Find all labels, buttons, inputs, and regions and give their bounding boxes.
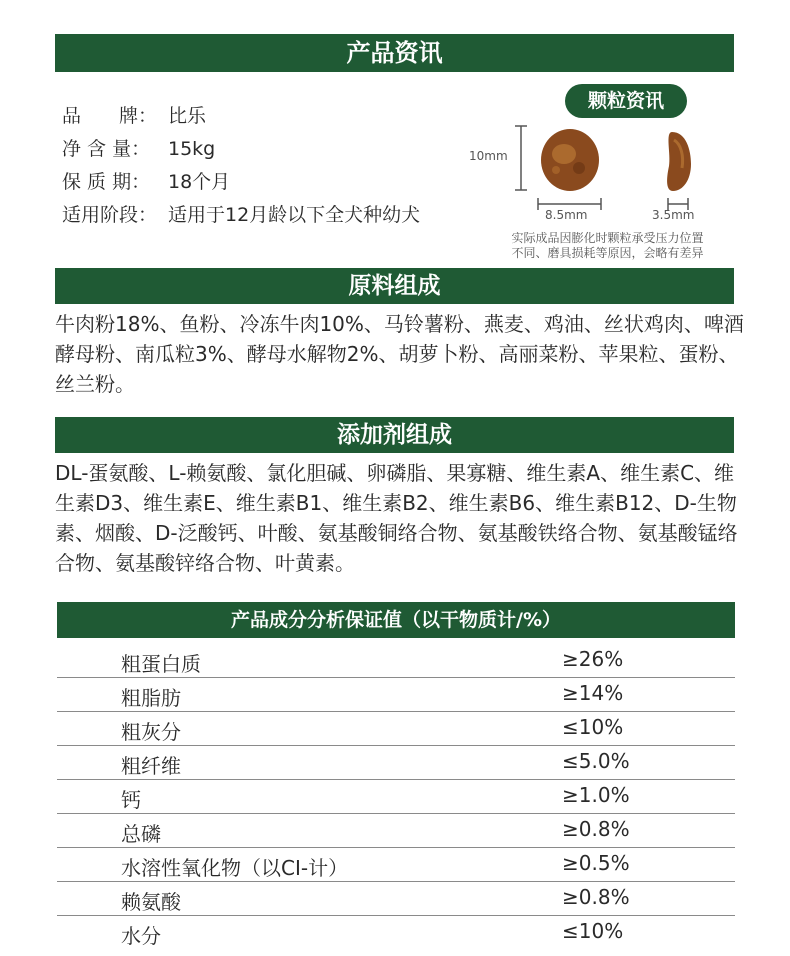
nutrient-value: ≤10%: [562, 919, 624, 943]
nutrient-value: ≤5.0%: [562, 749, 630, 773]
table-row: [57, 712, 735, 746]
table-row: [57, 882, 735, 916]
nutrient-value: ≥0.5%: [562, 851, 630, 875]
info-row-net-weight: [62, 133, 420, 166]
nutrient-name: 钙: [121, 788, 141, 812]
nutrient-value: ≥1.0%: [562, 783, 630, 807]
nutrient-value: ≥26%: [562, 647, 624, 671]
product-info-list: [62, 100, 420, 232]
info-row-brand: [62, 100, 420, 133]
table-row: [57, 746, 735, 780]
nutrient-value: ≤10%: [562, 715, 624, 739]
info-value: 比乐: [168, 105, 207, 127]
table-row: [57, 644, 735, 678]
kibble-diagram: [480, 120, 735, 230]
nutrient-name: 粗灰分: [121, 720, 181, 744]
kibble-side-icon: [667, 132, 691, 191]
info-label: 适用阶段：: [62, 204, 158, 226]
nutrient-name: 水分: [121, 924, 161, 948]
nutrient-value: ≥14%: [562, 681, 624, 705]
info-label: 保 质 期：: [62, 171, 151, 193]
table-row: [57, 780, 735, 814]
table-row: [57, 848, 735, 882]
additives-text: DL-蛋氨酸、L-赖氨酸、氯化胆碱、卵磷脂、果寡糖、维生素A、维生素C、维生素D3、维生素E、维生素B1、维生素B2、维生素B6、维生素B12、D-生物素、烟酸、D-泛酸钙、叶酸、氨基酸铜络合物、氨基酸铁络合物、氨基酸锰络合物、氨基酸锌络合物、叶黄素。: [55, 461, 738, 575]
nutrient-name: 总磷: [121, 822, 161, 846]
kibble-note: [480, 231, 735, 261]
kibble-note-line: 实际成品因膨化时颗粒承受压力位置: [511, 231, 704, 245]
table-row: [57, 678, 735, 712]
analysis-header: 产品成分分析保证值（以干物质计/%）: [57, 602, 735, 638]
info-label: 净 含 量：: [62, 138, 151, 160]
nutrient-name: 水溶性氧化物（以CI-计）: [121, 856, 349, 880]
info-value: 适用于12月龄以下全犬种幼犬: [168, 204, 421, 226]
ingredients-text: 牛肉粉18%、鱼粉、冷冻牛肉10%、马铃薯粉、燕麦、鸡油、丝状鸡肉、啤酒酵母粉、南瓜粒3%、酵母水解物2%、胡萝卜粉、高丽菜粉、苹果粒、蛋粉、丝兰粉。: [55, 312, 744, 396]
info-value: 18个月: [168, 171, 231, 193]
width-label: 8.5mm: [545, 208, 588, 222]
info-label: 品 牌：: [62, 105, 158, 127]
nutrient-value: ≥0.8%: [562, 817, 630, 841]
kibble-note-line: 不同、磨具损耗等原因，会略有差异: [511, 246, 704, 260]
info-row-shelf-life: [62, 166, 420, 199]
nutrient-name: 粗纤维: [121, 754, 181, 778]
info-row-life-stage: [62, 199, 420, 232]
nutrient-name: 粗脂肪: [121, 686, 181, 710]
nutrient-value: ≥0.8%: [562, 885, 630, 909]
kibble-info-badge: 颗粒资讯: [565, 84, 687, 118]
nutrient-name: 粗蛋白质: [121, 652, 201, 676]
analysis-table: [57, 644, 735, 949]
ingredients-header: 原料组成: [55, 268, 734, 304]
additives-header: 添加剂组成: [55, 417, 734, 453]
nutrient-name: 赖氨酸: [121, 890, 181, 914]
table-row: [57, 916, 735, 949]
thickness-label: 3.5mm: [652, 208, 695, 222]
table-row: [57, 814, 735, 848]
product-info-header: 产品资讯: [55, 34, 734, 72]
info-value: 15kg: [168, 138, 216, 160]
height-label: 10mm: [469, 149, 508, 163]
